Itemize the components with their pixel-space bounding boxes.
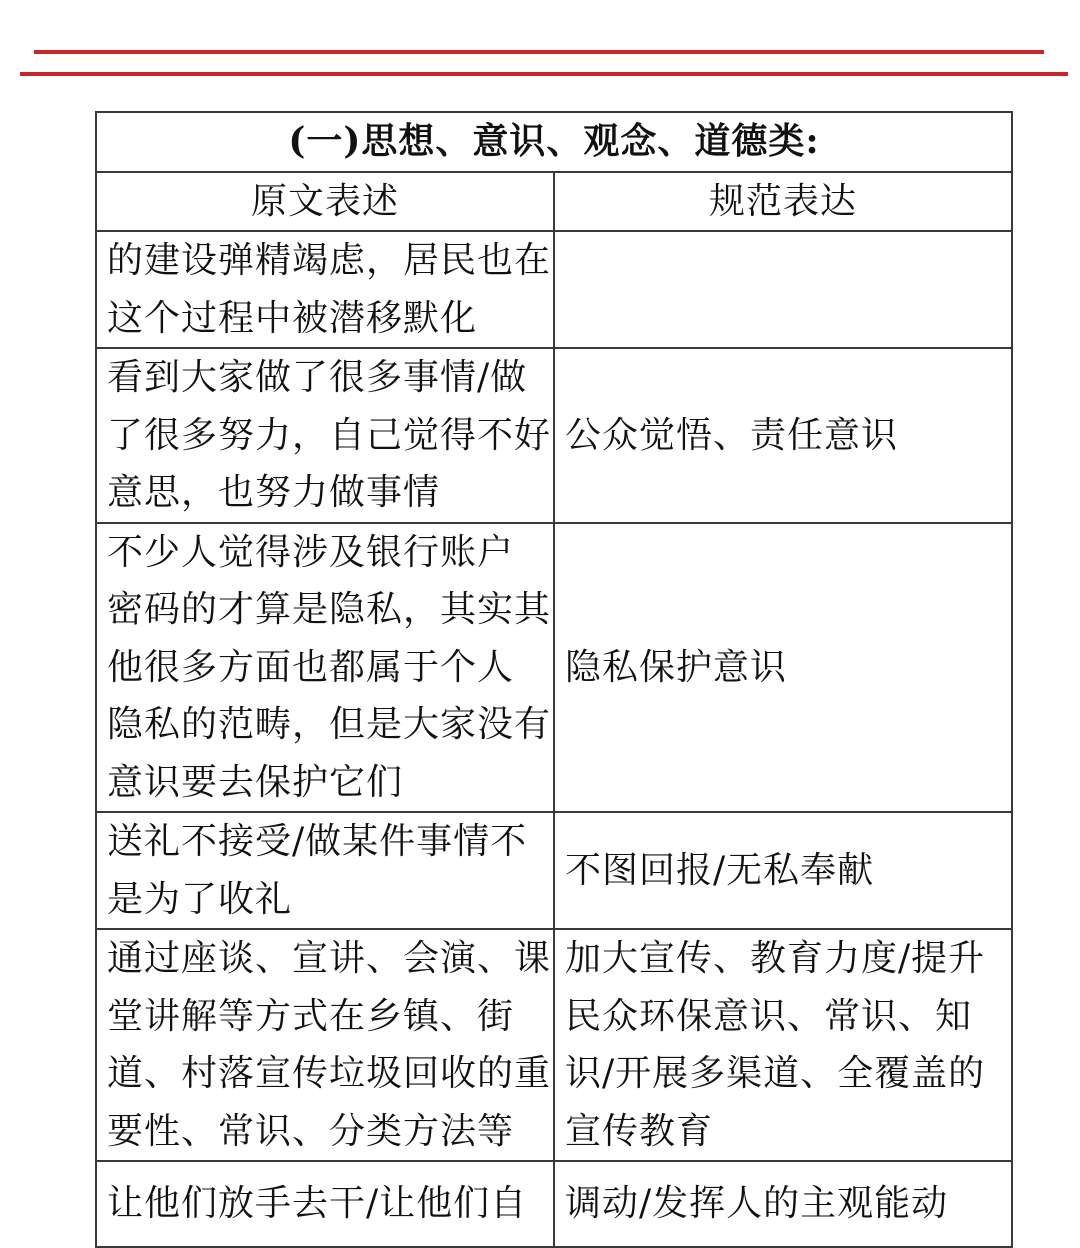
original-line: 意识要去保护它们 <box>107 761 404 803</box>
original-cell <box>96 812 554 929</box>
normative-line: 识/开展多渠道、全覆盖的 <box>565 1053 986 1094</box>
table-header-row <box>96 172 1012 232</box>
original-line: 的建设弹精竭虑，居民也在 <box>107 240 552 281</box>
table-row <box>96 523 1012 813</box>
column-header-original: 原文表述 <box>96 172 554 232</box>
original-line: 看到大家做了很多事情/做 <box>107 357 528 398</box>
original-line: 让他们放手去干/让他们自 <box>107 1183 528 1225</box>
original-line: 是为了收礼 <box>107 878 293 920</box>
normative-line: 隐私保护意识 <box>565 646 788 688</box>
normative-cell <box>554 231 1012 348</box>
original-line: 不少人觉得涉及银行账户 <box>107 531 515 573</box>
column-header-normative: 规范表达 <box>554 172 1012 232</box>
original-line: 密码的才算是隐私，其实其 <box>107 589 552 630</box>
header-rule-bottom <box>20 72 1068 76</box>
normative-line: 调动/发挥人的主观能动 <box>565 1183 949 1225</box>
normative-cell <box>554 1161 1012 1247</box>
original-cell <box>96 348 554 523</box>
expression-table <box>95 111 1013 1248</box>
original-line: 他很多方面也都属于个人 <box>107 646 515 688</box>
normative-line: 加大宣传、教育力度/提升 <box>565 938 986 979</box>
original-cell <box>96 1161 554 1247</box>
normative-line: 不图回报/无私奉献 <box>565 849 875 891</box>
original-line: 送礼不接受/做某件事情不 <box>107 821 528 862</box>
table-row <box>96 929 1012 1161</box>
normative-cell <box>554 348 1012 523</box>
original-line: 要性、常识、分类方法等 <box>107 1110 515 1152</box>
original-cell <box>96 231 554 348</box>
original-line: 意思，也努力做事情 <box>107 472 441 513</box>
normative-cell <box>554 812 1012 929</box>
table-row <box>96 231 1012 348</box>
normative-line: 宣传教育 <box>565 1110 714 1152</box>
original-line: 这个过程中被潜移默化 <box>107 297 478 339</box>
original-line: 隐私的范畴，但是大家没有 <box>107 704 552 745</box>
table-row <box>96 348 1012 523</box>
normative-line: 民众环保意识、常识、知 <box>565 995 973 1037</box>
table-row <box>96 812 1012 929</box>
header-rule-top <box>34 50 1044 54</box>
original-line: 通过座谈、宣讲、会演、课 <box>107 938 552 979</box>
normative-cell <box>554 523 1012 813</box>
original-cell <box>96 929 554 1161</box>
table-title: (一)思想、意识、观念、道德类: <box>96 112 1012 172</box>
table-title-row <box>96 112 1012 172</box>
normative-line: 公众觉悟、责任意识 <box>565 414 899 456</box>
original-line: 了很多努力，自己觉得不好 <box>107 414 552 456</box>
original-line: 道、村落宣传垃圾回收的重 <box>107 1053 552 1094</box>
table-row <box>96 1161 1012 1247</box>
original-cell <box>96 523 554 813</box>
original-line: 堂讲解等方式在乡镇、街 <box>107 995 515 1037</box>
normative-cell <box>554 929 1012 1161</box>
